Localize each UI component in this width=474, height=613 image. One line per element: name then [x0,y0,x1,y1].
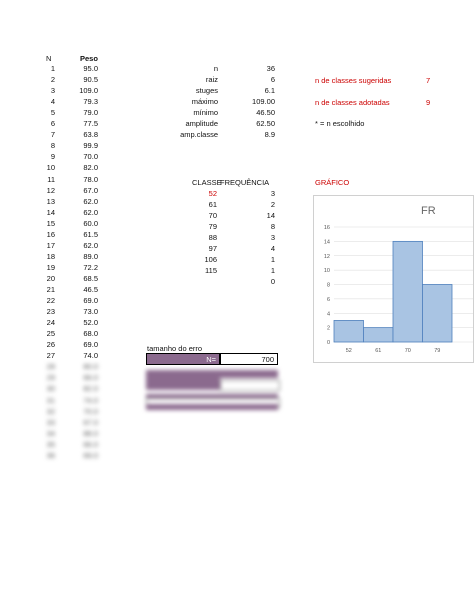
chart-title: FR [421,205,436,217]
row-n: 15 [46,218,55,228]
row-n: 26 [46,340,55,350]
freq-value: 8 [270,222,275,232]
x-tick-label: 61 [375,348,382,354]
row-peso: 73.0 [83,307,98,317]
grafico-label: GRÁFICO [315,178,350,187]
row-peso: 68.5 [83,273,98,283]
col-peso-header: Peso [80,54,98,63]
classe-header: CLASSE [192,178,222,187]
row-n: 5 [50,108,55,118]
blurred-row-n: 31 [46,395,55,405]
row-peso: 72.2 [83,262,98,272]
stat-value: 36 [266,64,275,73]
row-peso: 68.0 [83,329,98,339]
stat-value: 46.50 [256,108,275,118]
row-n: 22 [46,296,55,306]
freq-value: 2 [270,200,275,210]
row-peso: 60.0 [83,218,98,228]
freq-value: 4 [270,244,275,254]
row-peso: 67.0 [83,185,98,195]
row-n: 27 [46,351,55,361]
row-n: 10 [46,163,55,173]
row-peso: 52.0 [83,318,98,328]
row-peso: 62.0 [83,196,98,206]
row-peso: 70.0 [83,152,98,162]
blurred-row-n: 36 [46,450,55,460]
row-n: 11 [47,174,55,184]
row-peso: 69.0 [83,296,98,306]
freq-classe: 106 [204,255,217,265]
histogram-bar[interactable] [423,285,453,343]
row-n: 18 [46,251,55,261]
row-n: 13 [46,196,55,206]
blurred-row-n: 29 [46,373,55,383]
classes-adotadas-value: 9 [426,98,431,107]
stat-label: amp.classe [180,130,218,140]
row-peso: 95.0 [83,64,98,73]
row-peso: 82.0 [83,163,98,173]
row-n: 14 [46,207,55,217]
frequencia-header: FREQUÊNCIA [220,178,270,187]
n-value-input[interactable] [220,353,278,365]
erro-label: tamanho do erro [147,344,203,353]
blurred-row-peso: 80.0 [83,362,98,372]
row-peso: 74.0 [83,351,98,361]
row-peso: 90.5 [83,75,98,85]
row-n: 16 [46,229,55,239]
freq-value: 3 [270,233,275,243]
freq-value: 3 [270,189,275,198]
freq-value: 1 [270,266,275,276]
blurred-row-n: 30 [46,384,55,394]
classes-note: * = n escolhido [315,119,365,128]
blurred-row-peso: 82.0 [83,384,98,394]
row-n: 3 [50,86,55,96]
stat-value: 6 [270,75,275,85]
stat-label: n [213,64,218,73]
row-peso: 89.0 [83,251,98,261]
row-n: 8 [50,141,55,151]
col-n-header: N [46,54,52,63]
row-n: 23 [46,307,55,317]
x-tick-label: 52 [345,348,352,354]
n-value: 700 [261,355,274,364]
row-n: 19 [46,262,55,272]
blurred-row-n: 34 [46,428,55,438]
blurred-row-peso: 74.0 [83,395,98,405]
blurred-row-peso: 88.0 [83,428,98,438]
row-peso: 69.0 [83,340,98,350]
freq-classe: 70 [208,211,217,221]
y-tick-label: 4 [326,311,330,318]
x-tick-label: 70 [404,348,411,354]
row-peso: 63.8 [83,130,98,140]
y-tick-label: 10 [323,268,330,275]
freq-classe: 97 [208,244,217,254]
row-n: 2 [50,75,55,85]
row-peso: 99.9 [83,141,98,151]
row-n: 20 [46,273,55,283]
row-n: 4 [50,97,55,107]
row-n: 7 [50,130,55,140]
blurred-row-n: 35 [46,439,55,449]
row-n: 24 [46,318,55,328]
stat-value: 62.50 [256,119,275,129]
freq-classe: 61 [208,200,217,210]
freq-classe: 79 [208,222,217,232]
n-label-cell [146,353,220,365]
n-label: N= [206,355,216,364]
row-n: 6 [50,119,55,129]
histogram-chart[interactable] [313,195,474,363]
row-peso: 61.5 [83,229,98,239]
row-peso: 79.3 [83,97,98,107]
freq-classe: 115 [205,266,217,276]
y-tick-label: 2 [326,325,330,332]
stat-value: 109.00 [252,97,275,107]
row-peso: 78.0 [83,174,98,184]
freq-classe: 88 [208,233,217,243]
freq-value: 1 [270,255,275,265]
stat-label: raiz [205,75,218,85]
blurred-row-peso: 66.0 [83,439,98,449]
row-n: 17 [46,240,55,250]
row-peso: 62.0 [83,240,98,250]
blurred-row-peso: 67.0 [83,417,98,427]
y-tick-label: 0 [326,340,330,346]
row-peso: 62.0 [83,207,98,217]
blurred-row-peso: 69.0 [83,450,98,460]
stat-value: 8.9 [264,130,275,140]
histogram-bar[interactable] [334,320,364,342]
freq-value: 0 [270,277,275,287]
blurred-row-n: 32 [46,406,55,416]
stat-label: amplitude [185,119,218,129]
stat-value: 6.1 [264,86,275,96]
classes-sugeridas-value: 7 [426,76,431,85]
y-tick-label: 14 [323,239,330,246]
row-peso: 79.0 [83,108,98,118]
blurred-row-n: 28 [46,362,55,372]
histogram-bar[interactable] [393,241,423,342]
histogram-svg [314,196,474,363]
stat-label: mínimo [193,108,218,118]
blurred-row-peso: 66.0 [83,373,98,383]
freq-classe: 52 [208,189,217,198]
histogram-bar[interactable] [364,328,394,342]
row-peso: 46.5 [83,285,98,294]
row-peso: 109.0 [79,86,98,96]
classes-sugeridas-label: n de classes sugeridas [315,76,392,85]
classes-adotadas-label: n de classes adotadas [315,98,390,107]
row-n: 1 [50,64,55,73]
y-tick-label: 12 [323,253,330,260]
row-n: 12 [46,185,55,195]
x-tick-label: 79 [434,348,441,354]
row-peso: 77.5 [83,119,98,129]
freq-value: 14 [266,211,275,221]
y-tick-label: 8 [326,282,330,289]
stat-label: stuges [195,86,218,96]
stat-label: máximo [191,97,218,107]
blurred-row-peso: 70.0 [83,406,98,416]
row-n: 25 [46,329,55,339]
y-tick-label: 16 [323,225,330,231]
y-tick-label: 6 [326,296,330,303]
row-n: 21 [46,285,55,294]
row-n: 9 [50,152,55,162]
blurred-row-n: 33 [46,417,55,427]
